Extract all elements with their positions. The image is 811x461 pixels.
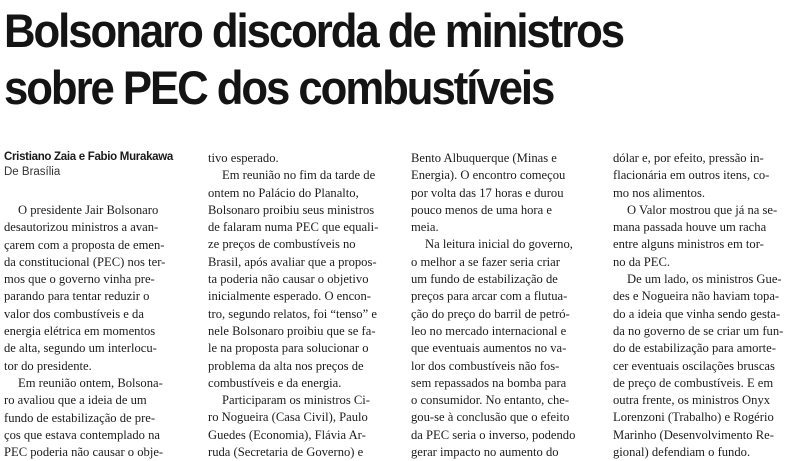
- text-line: Bento Albuquerque (Minas e: [411, 151, 557, 165]
- text-line: parando para tentar reduzir o: [4, 289, 150, 304]
- text-column-3: [411, 150, 607, 461]
- text-line: energia elétrica em momentos: [4, 324, 156, 339]
- text-line: do a ideia que vinha sendo gesta-: [613, 306, 781, 321]
- byline-authors: Cristiano Zaia e Fabio Murakawa: [4, 151, 174, 163]
- text-line: combustíveis e da energia.: [208, 375, 342, 390]
- text-line: fundo de estabilização de pre-: [4, 410, 156, 425]
- text-line: tro, segundo relatos, foi “tenso” e: [208, 306, 377, 321]
- text-line: de alta, segundo um interlocu-: [4, 341, 157, 356]
- text-line: Em reunião no fim da tarde de: [222, 168, 376, 183]
- headline-line-1: Bolsonaro discorda de ministros: [4, 4, 624, 57]
- text-line: o melhor a se fazer seria criar: [411, 254, 560, 269]
- text-line: le na proposta para solucionar o: [208, 341, 369, 356]
- text-line: Em reunião ontem, Bolsona-: [18, 375, 163, 390]
- text-line: dólar e, por efeito, pressão in-: [613, 151, 764, 165]
- text-line: O presidente Jair Bolsonaro: [18, 203, 159, 217]
- text-line: Bolsonaro proibiu seus ministros: [208, 202, 375, 217]
- text-line: ços que estava contemplado na: [4, 427, 160, 442]
- text-line: o consumidor. No entanto, che-: [411, 393, 570, 408]
- text-line: outra frente, os ministros Onyx: [613, 393, 771, 408]
- text-column-1: [4, 202, 200, 461]
- text-line: inicialmente esperado. O encon-: [208, 289, 371, 304]
- text-line: ro avaliou que a ideia de um: [4, 393, 147, 408]
- text-line: um fundo de estabilização de: [411, 272, 558, 287]
- text-line: tor do presidente.: [4, 358, 92, 373]
- text-line: cer eventuais oscilações bruscas: [613, 358, 775, 373]
- text-line: ro Nogueira (Casa Civil), Paulo: [208, 410, 368, 425]
- text-column-4: [613, 150, 809, 461]
- text-line: de falaram numa PEC que equali-: [208, 220, 379, 235]
- text-column-2: [208, 150, 404, 461]
- text-line: nele Bolsonaro proibiu que se fa-: [208, 323, 376, 338]
- text-line: ze preços de combustíveis no: [208, 237, 356, 252]
- byline: [4, 150, 200, 180]
- text-line: Marinho (Desenvolvimento Re-: [613, 427, 774, 442]
- text-line: entre alguns ministros em tor-: [613, 237, 764, 252]
- text-line: O Valor mostrou que já na se-: [627, 202, 778, 217]
- text-line: mos que o governo vinha pre-: [4, 272, 155, 287]
- text-line: da constitucional (PEC) nos ter-: [4, 254, 166, 269]
- text-line: ontem no Palácio do Planalto,: [208, 185, 359, 200]
- text-line: gou-se à conclusão que o efeito: [411, 410, 570, 425]
- text-line: por volta das 17 horas e durou: [411, 185, 564, 200]
- text-line: flacionária em outros itens, co-: [613, 168, 770, 183]
- text-line: ção do preço do barril de petró-: [411, 306, 570, 321]
- text-line: preços para arcar com a flutua-: [411, 289, 568, 304]
- text-line: da no governo de se criar um fun-: [613, 323, 784, 338]
- text-line: desautorizou ministros a avan-: [4, 220, 159, 235]
- text-line: do de estabilização para amorte-: [613, 341, 776, 356]
- headline: [4, 2, 754, 116]
- text-line: Guedes (Economia), Flávia Ar-: [208, 427, 366, 442]
- text-line: Lorenzoni (Trabalho) e Rogério: [613, 410, 774, 425]
- text-line: que eventuais aumentos no va-: [411, 341, 567, 356]
- text-line: gerar impacto no aumento do: [411, 445, 559, 460]
- text-line: PEC poderia não causar o obje-: [4, 445, 164, 460]
- byline-place: De Brasília: [4, 166, 61, 178]
- text-line: çarem com a proposta de emen-: [4, 237, 165, 252]
- text-line: Brasil, após avaliar que a propos-: [208, 254, 377, 269]
- text-line: da PEC seria o inverso, podendo: [411, 427, 576, 442]
- text-line: des e Nogueira não haviam topa-: [613, 289, 780, 304]
- text-line: mo nos alimentos.: [613, 185, 705, 200]
- text-line: pouco menos de uma hora e: [411, 202, 552, 217]
- text-line: valor dos combustíveis e da: [4, 306, 144, 321]
- text-line: gional) defendiam o fundo.: [613, 445, 751, 460]
- text-line: mana passada houve um racha: [613, 220, 767, 235]
- text-line: meia.: [411, 220, 439, 235]
- text-line: no da PEC.: [613, 254, 671, 269]
- text-line: lor dos combustíveis não fos-: [411, 358, 560, 373]
- text-line: Participaram os ministros Ci-: [222, 393, 370, 408]
- text-line: sem repassados na bomba para: [411, 375, 567, 390]
- text-line: ta poderia não causar o objetivo: [208, 272, 369, 287]
- text-line: leo no mercado internacional e: [411, 323, 567, 338]
- text-line: problema da alta nos preços de: [208, 358, 364, 373]
- text-line: de preço de combustíveis. E em: [613, 375, 774, 390]
- headline-line-2: sobre PEC dos combustíveis: [4, 61, 554, 114]
- text-line: tivo esperado.: [208, 151, 279, 165]
- text-line: ruda (Secretaria de Governo) e: [208, 445, 364, 460]
- text-line: Energia). O encontro começou: [411, 168, 566, 183]
- text-line: De um lado, os ministros Gue-: [627, 272, 782, 287]
- text-line: Na leitura inicial do governo,: [425, 237, 573, 252]
